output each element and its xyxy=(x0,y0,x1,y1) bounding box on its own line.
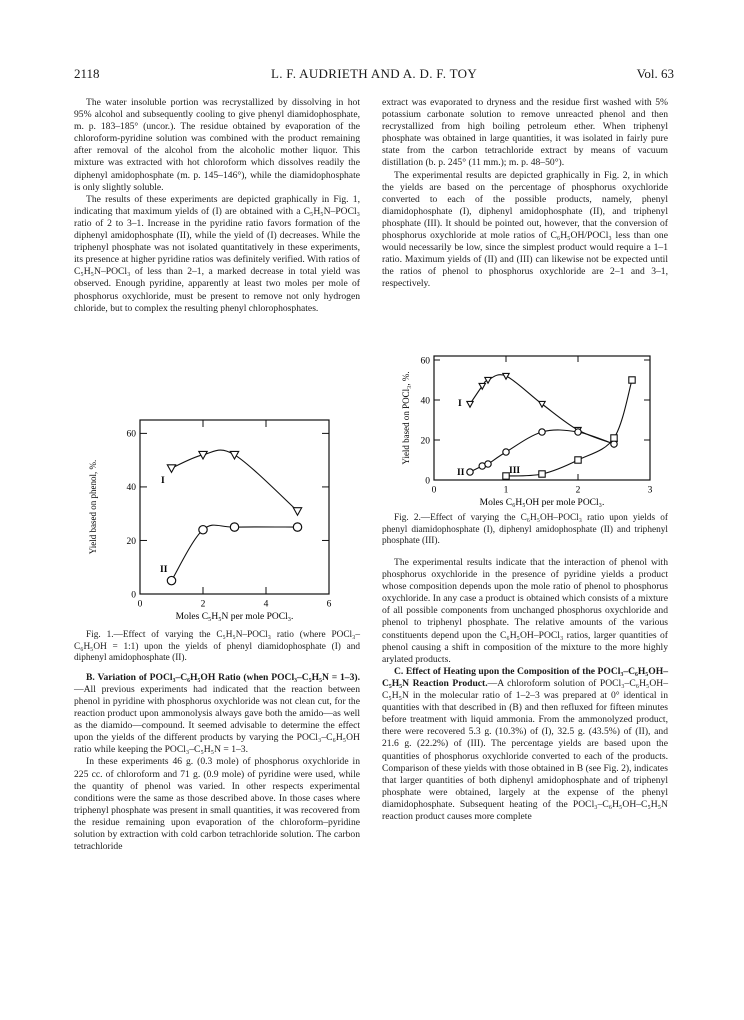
data-point-square xyxy=(539,471,545,477)
volume-number: Vol. 63 xyxy=(636,66,674,81)
y-tick-label: 20 xyxy=(420,436,430,447)
series-label: II xyxy=(160,565,168,575)
figure-2-caption: Fig. 2.—Effect of varying the C₆H₅OH–POCl₃ ratio upon yields of phenyl diamidophosphate (I), diphenyl amidophosphate (II) and triphenyl phosphate (III). xyxy=(382,513,668,547)
y-tick-label: 40 xyxy=(126,483,136,494)
series-label: III xyxy=(509,466,521,476)
data-point-triangle xyxy=(503,373,509,379)
x-tick-label: 2 xyxy=(200,599,206,610)
x-tick-label: 0 xyxy=(431,485,437,496)
data-point-circle xyxy=(467,469,473,475)
data-point-circle xyxy=(230,523,238,531)
paragraph: In these experiments 46 g. (0.3 mole) of phosphorus oxychloride in 225 cc. of chloroform and 71 g. (0.9 mole) of pyridine were used, while the quantity of phenol was varied. In other respects experimental conditions were the same as those described above. In those cases where triphenyl phosphate was present in small quantities, it was recovered from the residue remaining upon evaporation of the chloroform–pyridine solution by extraction with cold carbon tetrachloride solution. The carbon tetrachloride xyxy=(74,756,360,853)
data-point-square xyxy=(611,435,617,441)
paragraph: The results of these experiments are depicted graphically in Fig. 1, indicating that maximum yields of (I) are obtained with a C₅H₅N–POCl₃ ratio of 2 to 3–1. Increase in the pyridine ratio favors formation of the diphenyl amidophosphate (II), while the yield of (I) decreases. While the triphenyl phosphate was not isolated quantitatively in these experiments, its presence at higher pyridine ratios was definitely verified. With ratios of C₅H₅N–POCl₃ of less than 2–1, a marked decrease in total yield was observed. Enough pyridine, apparently at least two moles per mole of phosphorus oxychloride, must be present to remove not only hydrogen chloride, but to complex the resulting phenyl chlorophosphates. xyxy=(74,193,360,314)
series-label: II xyxy=(457,468,465,478)
figure-1-caption: Fig. 1.—Effect of varying the C₅H₅N–POCl₃ ratio (where POCl₃–C₆H₅OH = 1:1) upon the yields of phenyl diamidophosphate (I) and diphenyl amidophosphate (II). xyxy=(74,630,360,664)
plot-frame xyxy=(434,356,650,480)
x-axis-label: Moles C₆H₅OH per mole POCl₃. xyxy=(479,498,605,508)
data-point-circle xyxy=(199,526,207,534)
series-label: I xyxy=(458,399,462,409)
figure-2 xyxy=(398,350,668,512)
data-point-circle xyxy=(485,461,491,467)
data-point-circle xyxy=(167,576,175,584)
x-tick-label: 2 xyxy=(575,485,581,496)
plot-frame xyxy=(140,420,329,594)
x-tick-label: 4 xyxy=(263,599,269,610)
data-point-triangle xyxy=(293,508,301,516)
data-point-triangle xyxy=(485,377,491,383)
y-tick-label: 60 xyxy=(126,429,136,440)
y-tick-label: 20 xyxy=(126,536,136,547)
left-column-top xyxy=(74,97,360,315)
x-tick-label: 1 xyxy=(503,485,509,496)
series-line xyxy=(506,380,632,476)
series-label: I xyxy=(161,476,165,486)
section-b xyxy=(74,672,360,757)
y-tick-label: 60 xyxy=(420,356,430,367)
data-point-circle xyxy=(503,449,509,455)
page-header xyxy=(74,66,674,80)
data-point-square xyxy=(629,377,635,383)
data-point-square xyxy=(575,457,581,463)
left-column-bottom xyxy=(74,630,360,853)
right-column-bottom xyxy=(382,513,669,823)
section-b-title: B. Variation of POCl₃–C₆H₅OH Ratio (when POCl₃–C₅H₅N = 1–3). xyxy=(86,671,360,683)
section-c-body: —A chloroform solution of POCl₃–C₆H₅OH–C₅H₅N in the molecular ratio of 1–2–3 was prepared at 0° identical in quantities with that described in (B) and then refluxed for fifteen minutes before treatment with liquid ammonia. From the ammonolyzed product, there were recovered 5.3 g. (10.3%) of (I), 32.5 g. (43.5%) of (II), and 21.6 g. (22.2%) of (III). The percentage yields are based upon the quantities of phosphorus oxychloride converted to each of the products. Comparison of these yields with those obtained in B (see Fig. 2), indicates that larger quantities of both diphenyl amidophosphate and of triphenyl phosphate were obtained, largely at the expense of the phenyl diamidophosphate. Subsequent heating of the POCl₃–C₆H₅OH–C₅H₅N reaction product causes more complete xyxy=(382,677,669,822)
data-point-triangle xyxy=(467,401,473,407)
section-b-body: —All previous experiments had indicated that the reaction between phenol in pyridine with phosphorus oxychloride was not clean cut, for the reaction product upon ammonolysis always gave both the amido—as well as the diamido—compound. It seemed advisable to determine the effect upon the yields of the different products by varying the POCl₃–C₆H₅OH ratio while keeping the POCl₃–C₅H₅N = 1–3. xyxy=(74,683,360,756)
figure-2-chart xyxy=(398,350,668,512)
figure-1 xyxy=(74,412,364,652)
data-point-circle xyxy=(293,523,301,531)
page-number: 2118 xyxy=(74,66,100,81)
section-c xyxy=(382,666,668,823)
data-point-triangle xyxy=(167,465,175,473)
x-tick-label: 0 xyxy=(137,599,143,610)
figure-1-chart xyxy=(74,412,364,652)
x-axis-label: Moles C₅H₅N per mole POCl₃. xyxy=(175,612,294,622)
series-line xyxy=(172,525,298,581)
running-title-authors: L. F. AUDRIETH AND A. D. F. TOY xyxy=(270,66,478,81)
series-line xyxy=(470,430,614,472)
data-point-triangle xyxy=(230,451,238,459)
paragraph: The experimental results are depicted graphically in Fig. 2, in which the yields are based on the percentage of phosphorus oxychloride converted to each of the possible products, namely, phenyl diamidophosphate (I), diphenyl amidophosphate (II), and triphenyl phosphate (III). It should be pointed out, however, that the conversion of phosphorus oxychloride at mole ratios of C₆H₅OH/POCl₃ less than one would necessarily be low, since the simplest product would require a 1–1 ratio. Maximum yields of (II) and (III) can likewise not be expected until the ratios of phenol to phosphorus oxychloride are 2–1 and 3–1, respectively. xyxy=(382,169,668,290)
paragraph: The experimental results indicate that the interaction of phenol with phosphorus oxychloride in the presence of pyridine yields a product whose composition depends upon the mole ratio of phenol to phosphorus oxychloride. In any case a product is obtained which consists of a mixture of all possible components from unchanged phosphorus oxychloride and phenol to triphenyl phosphate. The relative amounts of the various constituents depend upon the C₆H₅OH–POCl₃ ratios, larger quantities of phenol causing a shift in composition of the mixture to the more highly arylated products. xyxy=(382,557,668,665)
section-c-title: C. Effect of Heating upon the Composition of the POCl₃–C₆H₅OH–C₅H₅N Reaction Product. xyxy=(382,665,668,689)
y-axis-label: Yield based on phenol, %. xyxy=(88,459,98,555)
paragraph: The water insoluble portion was recrystallized by dissolving in hot 95% alcohol and subsequently cooling to give phenyl diamidophosphate, m. p. 183–185° (uncor.). The residue obtained by evaporation of the chloroform-pyridine solution was combined with the product remaining after removal of the alcohol from the alcoholic mother liquor. This mixture was extracted with hot chloroform which dissolves readily the diphenyl amidophosphate (m. p. 145–146°), while the diamidophosphate is only slightly soluble. xyxy=(74,97,360,193)
x-tick-label: 3 xyxy=(647,485,653,496)
right-column-top xyxy=(382,97,668,291)
y-tick-label: 0 xyxy=(131,590,136,601)
y-axis-label: Yield based on POCl₃, %. xyxy=(401,371,411,465)
x-tick-label: 6 xyxy=(326,599,332,610)
y-tick-label: 40 xyxy=(420,396,430,407)
paragraph: extract was evaporated to dryness and the residue first washed with 5% potassium carbonate solution to remove unreacted phenol and then recrystallized from high boiling petroleum ether. When triphenyl phosphate was obtained in large quantities, it was isolated in fairly pure state from the carbon tetrachloride extract by means of vacuum distillation (b. p. 245° (11 mm.); m. p. 48–50°). xyxy=(382,97,668,169)
y-tick-label: 0 xyxy=(425,476,430,487)
data-point-circle xyxy=(575,429,581,435)
data-point-circle xyxy=(539,429,545,435)
